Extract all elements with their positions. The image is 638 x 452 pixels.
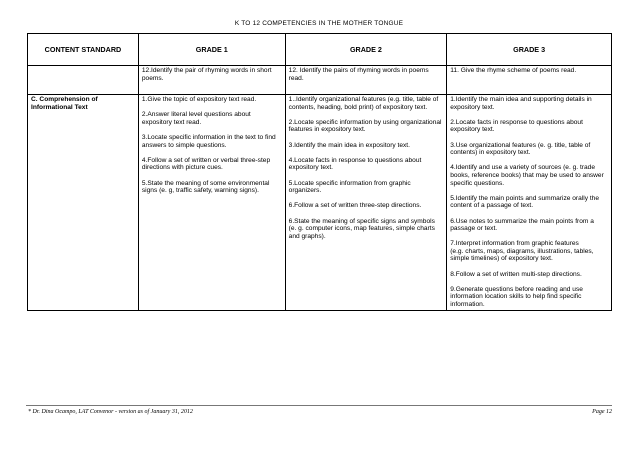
competency-item: 6.Follow a set of written three-step directions. — [288, 202, 422, 210]
competency-item: 3.Identify the main idea in expository text. — [288, 141, 410, 149]
header-content-standard: CONTENT STANDARD — [28, 34, 139, 66]
competency-item: 6.Use notes to summarize the main points from a passage or text. — [450, 217, 594, 233]
competencies-table — [27, 33, 612, 311]
competency-item: 4.Locate facts in response to questions about expository text. — [288, 156, 422, 172]
competency-item: 5.State the meaning of some environmental signs (e. g, traffic safety, warning signs). — [141, 179, 270, 195]
footer-version-note: * Dr. Dina Ocampo, LAT Convenor - version as of January 31, 2012 — [28, 409, 193, 415]
header-row — [28, 34, 612, 66]
competency-item: 3.Locate specific information in the text to find answers to simple questions. — [141, 133, 276, 149]
rhyme-grade-2-cell: 12. Identify the pairs of rhyming words in poems read. — [285, 66, 447, 95]
competency-item: 3.Use organizational features (e. g. title, table of contents) in expository text. — [450, 141, 591, 157]
footer-divider — [26, 405, 612, 406]
header-grade-3: GRADE 3 — [447, 34, 612, 66]
competency-item: 2.Locate specific information by using organizational features in expository text. — [288, 118, 442, 134]
comprehension-grade-3-cell — [447, 95, 612, 311]
competency-item: 2.Locate facts in response to questions about expository text. — [450, 118, 583, 134]
comprehension-standard-cell: C. Comprehension of Informational Text — [28, 95, 139, 311]
comprehension-grade-2-cell — [285, 95, 447, 311]
header-grade-1: GRADE 1 — [138, 34, 285, 66]
competency-item: 5.Identify the main points and summarize orally the content of a passage of text. — [450, 194, 600, 210]
header-grade-2: GRADE 2 — [285, 34, 447, 66]
competency-item: 6.State the meaning of specific signs and symbols (e. g. computer icons, map features, simple charts and graphs). — [288, 217, 435, 240]
competency-item: 4.Follow a set of written or verbal three-step directions with picture cues. — [141, 156, 271, 172]
comprehension-grade-1-cell — [138, 95, 285, 311]
document-title: K TO 12 COMPETENCIES IN THE MOTHER TONGUE — [234, 20, 404, 27]
competency-item: 2.Answer literal level questions about expository text read. — [141, 111, 251, 126]
page-number: Page 12 — [592, 409, 612, 415]
competency-item: 5.Locate specific information from graphic organizers. — [288, 179, 411, 195]
competency-item: 8.Follow a set of written multi-step directions. — [450, 270, 582, 278]
table-row-comprehension — [28, 95, 612, 311]
competency-item: 9.Generate questions before reading and use information location skills to help find specific information. — [450, 285, 583, 309]
rhyme-grade-1-cell: 12.Identify the pair of rhyming words in short poems. — [138, 66, 285, 95]
competency-item: 7.Interpret information from graphic features (e.g. charts, maps, diagrams, illustrations, tables, simple timelines) of expository text. — [450, 240, 594, 263]
competency-item: 1.Give the topic of expository text read. — [141, 96, 257, 103]
competency-item: 1..Identify organizational features (e.g. title, table of contents, heading, bold print) of expository text. — [288, 96, 439, 111]
rhyme-standard-cell — [28, 66, 139, 95]
table-row-rhyming — [28, 66, 612, 95]
competency-item: 1.Identify the main idea and supporting details in expository text. — [450, 96, 592, 111]
competency-item: 4.Identify and use a variety of sources (e. g. trade books, reference books) that may be used to answer specific questions. — [450, 164, 604, 187]
rhyme-grade-3-cell: 11. Give the rhyme scheme of poems read. — [447, 66, 612, 95]
